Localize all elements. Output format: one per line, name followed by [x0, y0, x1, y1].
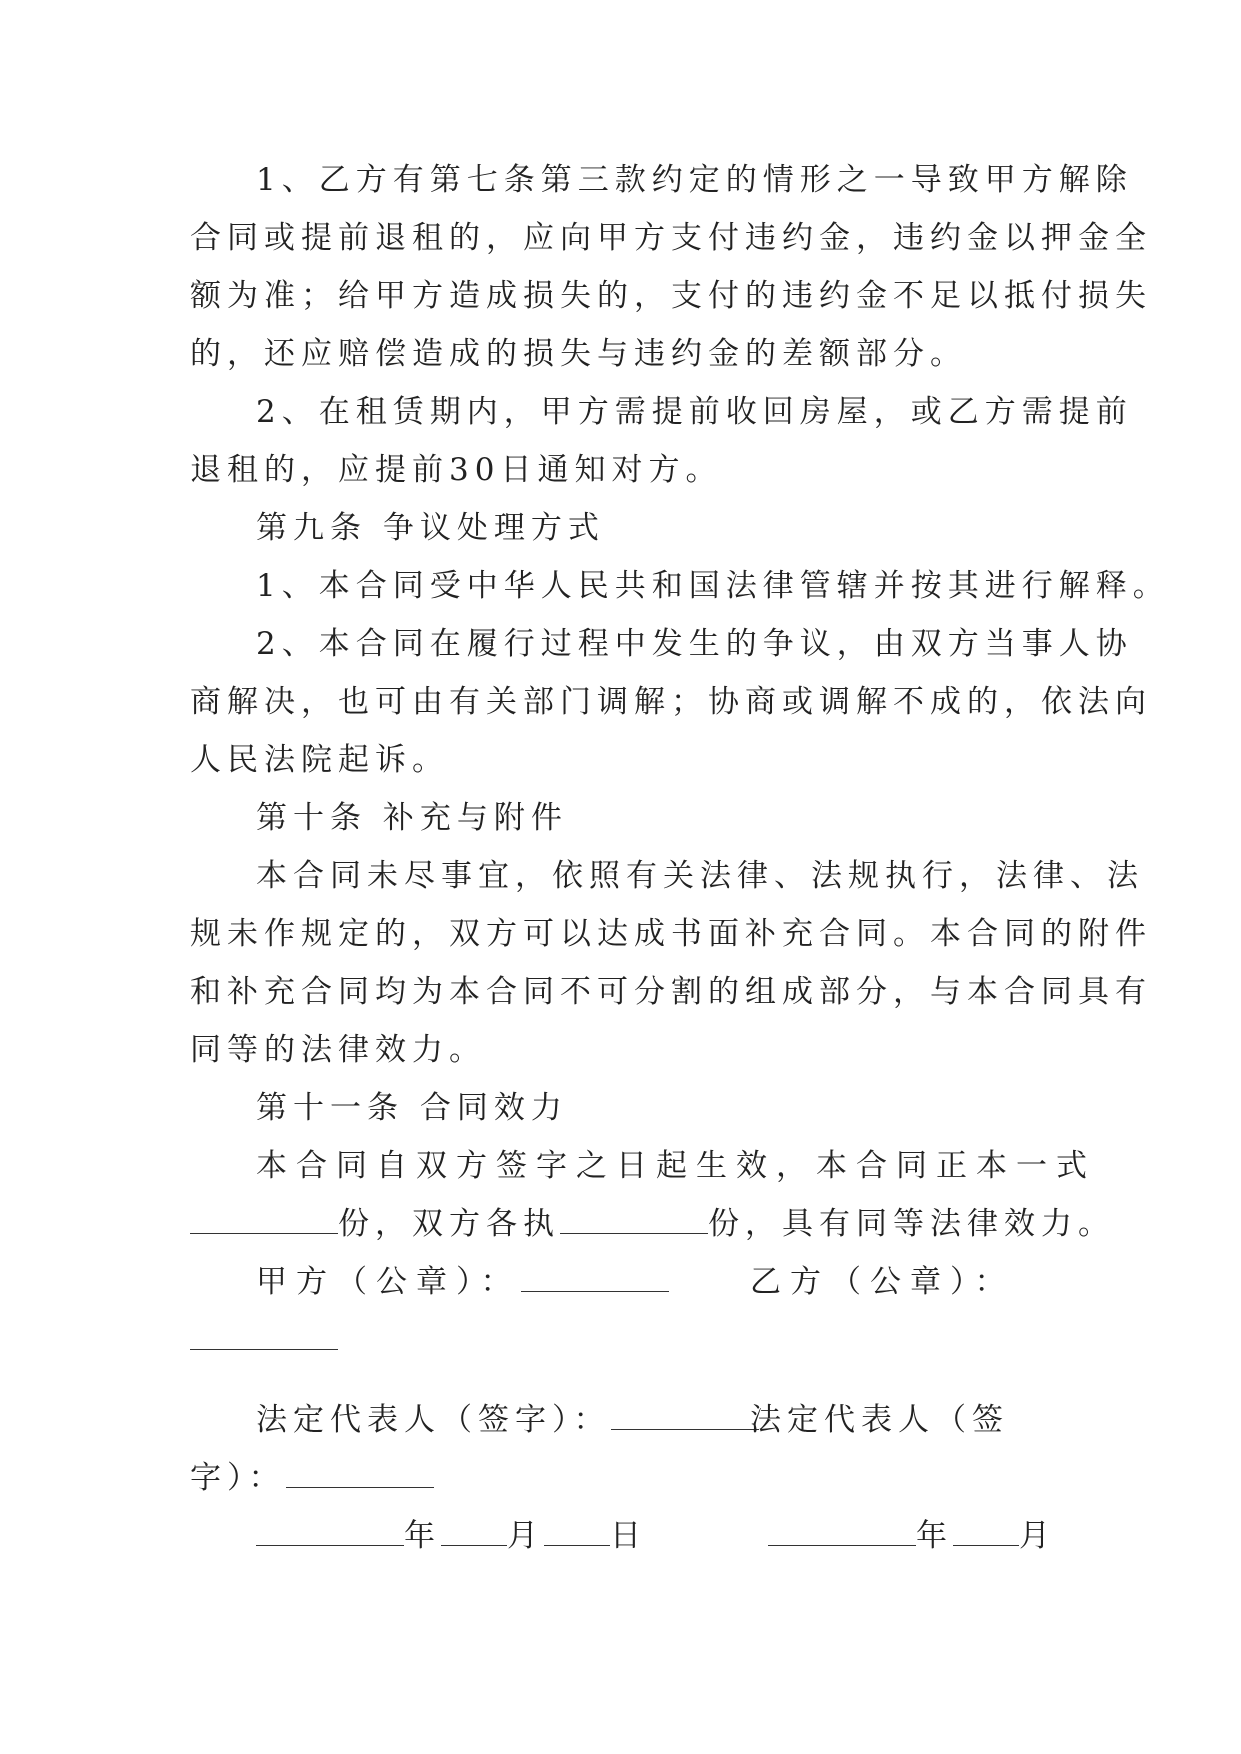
party-b-rep-line: [190, 1458, 434, 1498]
blank-field[interactable]: [286, 1459, 434, 1488]
text-line: 规未作规定的，双方可以达成书面补充合同。本合同的附件: [190, 916, 1152, 952]
text-line: 1、乙方有第七条第三款约定的情形之一导致甲方解除: [256, 162, 1133, 198]
copies-text-1: 份，双方各执: [338, 1206, 560, 1242]
text-line: 2、本合同在履行过程中发生的争议，由双方当事人协: [256, 626, 1133, 662]
party-a-date-line: [256, 1516, 647, 1556]
copies-text-2: 份，具有同等法律效力。: [708, 1206, 1115, 1242]
blank-field[interactable]: [256, 1517, 404, 1546]
party-a-seal-label: 甲方（公章）：: [256, 1264, 521, 1300]
text-line: 合同或提前退租的，应向甲方支付违约金，违约金以押金全: [190, 220, 1152, 256]
party-b-date-line: [768, 1516, 1056, 1556]
year-label: 年: [916, 1518, 953, 1554]
blank-field[interactable]: [953, 1517, 1019, 1546]
text-line: 2、在租赁期内，甲方需提前收回房屋，或乙方需提前: [256, 394, 1133, 430]
blank-field[interactable]: [190, 1321, 338, 1350]
section-heading: 第十一条 合同效力: [256, 1090, 568, 1126]
blank-field[interactable]: [521, 1263, 669, 1292]
blank-field[interactable]: [611, 1401, 759, 1430]
text-line: 本合同自双方签字之日起生效，本合同正本一式: [256, 1148, 1096, 1184]
blank-field[interactable]: [560, 1205, 708, 1234]
blank-field[interactable]: [441, 1517, 507, 1546]
section-heading: 第九条 争议处理方式: [256, 510, 605, 546]
party-a-rep-label: 法定代表人（签字）：: [256, 1402, 611, 1438]
blank-field[interactable]: [544, 1517, 610, 1546]
party-a-rep-line: [256, 1400, 759, 1440]
blank-field[interactable]: [768, 1517, 916, 1546]
month-label: 月: [1019, 1518, 1056, 1554]
blank-field[interactable]: [190, 1205, 338, 1234]
text-line: 退租的，应提前30日通知对方。: [190, 452, 723, 488]
party-a-seal-line: [256, 1262, 669, 1302]
party-b-seal-label: 乙方（公章）：: [750, 1264, 1015, 1300]
text-line: 同等的法律效力。: [190, 1032, 486, 1068]
party-b-seal-line: [190, 1320, 338, 1360]
section-heading: 第十条 补充与附件: [256, 800, 568, 836]
day-label: 日: [610, 1518, 647, 1554]
text-line: 商解决，也可由有关部门调解；协商或调解不成的，依法向: [190, 684, 1152, 720]
text-line: 和补充合同均为本合同不可分割的组成部分，与本合同具有: [190, 974, 1152, 1010]
text-line: 的，还应赔偿造成的损失与违约金的差额部分。: [190, 336, 967, 372]
text-line: 人民法院起诉。: [190, 742, 449, 778]
party-b-rep-label-cont: 字）：: [190, 1460, 286, 1496]
text-line: 额为准；给甲方造成损失的，支付的违约金不足以抵付损失: [190, 278, 1152, 314]
text-line: 1、本合同受中华人民共和国法律管辖并按其进行解释。: [256, 568, 1170, 604]
month-label: 月: [507, 1518, 544, 1554]
year-label: 年: [404, 1518, 441, 1554]
party-b-rep-label: 法定代表人（签: [750, 1402, 1009, 1438]
text-line: 本合同未尽事宜，依照有关法律、法规执行，法律、法: [256, 858, 1144, 894]
copies-line: [190, 1204, 1115, 1244]
